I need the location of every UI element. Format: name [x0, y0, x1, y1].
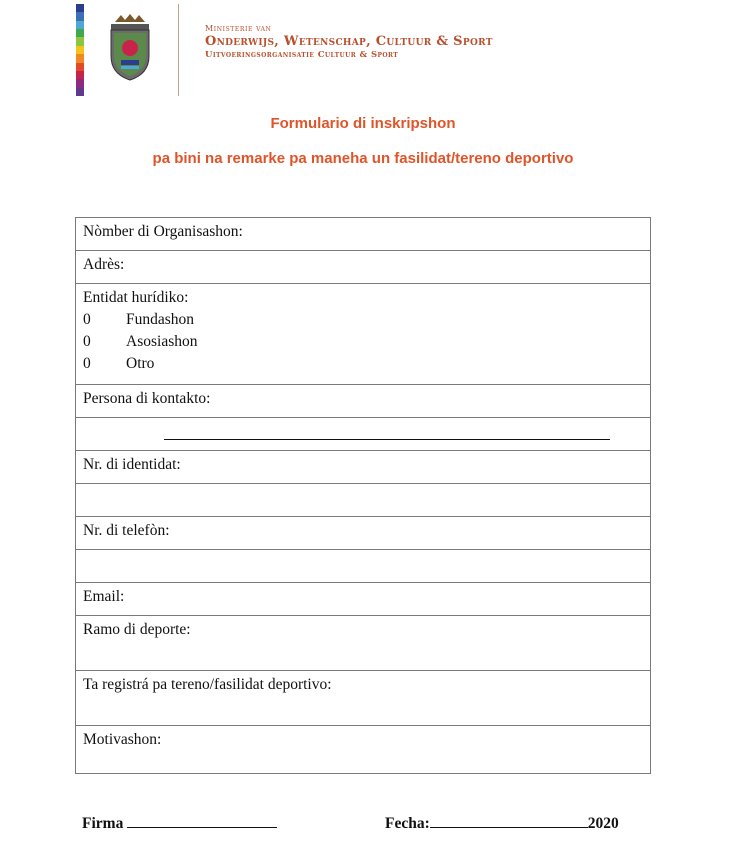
signature-field[interactable] — [82, 815, 277, 833]
ministry-name: Onderwijs, Wetenschap, Cultuur & Sport — [205, 34, 493, 49]
form-subtitle: pa bini na remarke pa maneha un fasilidat/tereno deportivo — [152, 150, 574, 167]
email-label: Email: — [83, 588, 125, 605]
registered-facility-field[interactable] — [76, 671, 650, 726]
color-stripe — [76, 12, 84, 20]
ministry-subtitle: Uitvoeringsorganisatie Cultuur & Sport — [205, 50, 399, 60]
color-stripe — [76, 88, 84, 96]
color-stripe — [76, 54, 84, 62]
header-divider — [178, 4, 179, 96]
phone-label: Nr. di telefòn: — [83, 522, 170, 539]
organisation-name-field[interactable] — [76, 218, 650, 251]
id-number-label: Nr. di identidat: — [83, 456, 181, 473]
color-stripe — [76, 63, 84, 71]
signature-line[interactable] — [127, 815, 277, 828]
phone-input[interactable] — [76, 550, 650, 583]
coat-of-arms-logo — [107, 12, 153, 82]
sport-branch-label: Ramo di deporte: — [83, 621, 191, 638]
email-field[interactable] — [76, 583, 650, 616]
ministry-small-text: Ministerie van — [205, 24, 272, 33]
color-stripe — [76, 37, 84, 45]
option-asosiashon[interactable]: 0 Asosiashon — [83, 333, 198, 350]
color-stripe — [76, 21, 84, 29]
legal-entity-field — [76, 284, 650, 385]
color-stripe — [76, 4, 84, 12]
date-line[interactable] — [430, 815, 588, 828]
contact-person-input[interactable] — [76, 418, 650, 451]
ministry-header — [205, 24, 493, 61]
registered-facility-label: Ta registrá pa tereno/fasilidat deportivo: — [83, 676, 332, 693]
option-fundashon[interactable]: 0 Fundashon — [83, 311, 195, 328]
option-otro[interactable]: 0 Otro — [83, 355, 155, 372]
color-stripe-bar — [76, 4, 84, 96]
color-stripe — [76, 29, 84, 37]
form-title: Formulario di inskripshon — [270, 115, 456, 132]
id-number-input[interactable] — [76, 484, 650, 517]
legal-entity-label: Entidat hurídiko: — [83, 289, 189, 306]
color-stripe — [76, 71, 84, 79]
date-field[interactable] — [385, 815, 619, 833]
motivation-label: Motivashon: — [83, 731, 162, 748]
contact-person-label: Persona di kontakto: — [83, 390, 211, 407]
contact-person-label-row — [76, 385, 650, 418]
registration-form-table — [75, 217, 651, 774]
color-stripe — [76, 79, 84, 87]
id-number-label-row — [76, 451, 650, 484]
date-label: Fecha: — [385, 815, 430, 832]
address-label: Adrès: — [83, 256, 125, 273]
motivation-field[interactable] — [76, 726, 650, 773]
color-stripe — [76, 46, 84, 54]
address-field[interactable] — [76, 251, 650, 284]
phone-label-row — [76, 517, 650, 550]
organisation-name-label: Nòmber di Organisashon: — [83, 223, 243, 240]
sport-branch-field[interactable] — [76, 616, 650, 671]
signature-label: Firma — [82, 815, 124, 832]
date-year: 2020 — [587, 815, 619, 832]
